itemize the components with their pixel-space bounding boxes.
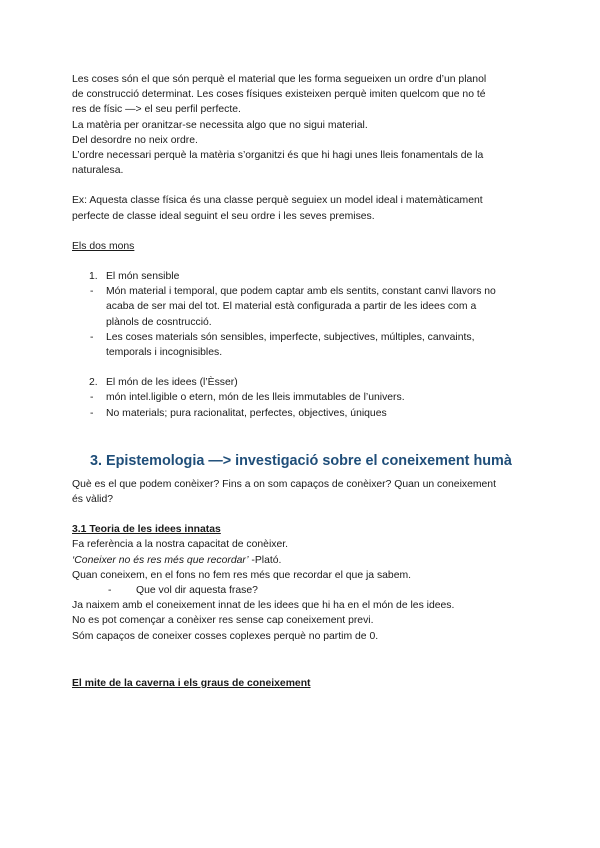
text-line: No es pot començar a conèixer res sense cap coneixement previ. bbox=[72, 615, 374, 627]
list-item bbox=[72, 375, 532, 390]
text-line: Ex: Aquesta classe física és una classe perquè seguiex un model ideal i matemàticament bbox=[72, 195, 483, 207]
bullet-item bbox=[72, 406, 532, 421]
numbered-list bbox=[72, 269, 532, 421]
list-item-title: El món de les idees (l’Èsser) bbox=[106, 377, 238, 389]
text-line: Quan coneixem, en el fons no fem res més que recordar el que ja sabem. bbox=[72, 569, 412, 581]
text-line: temporals i incognisibles. bbox=[106, 347, 223, 359]
text-line: naturalesa. bbox=[72, 165, 124, 177]
section-3-heading bbox=[72, 451, 532, 471]
text-line: La matèria per oranitzar-se necessita algo que no sigui material. bbox=[72, 119, 368, 131]
text-line: és vàlid? bbox=[72, 494, 114, 506]
text-line: res de físic —> el seu perfil perfecte. bbox=[72, 104, 241, 116]
section-title: Epistemologia —> investigació sobre el coneixement humà bbox=[106, 452, 512, 469]
subsection-3-1-heading: 3.1 Teoria de les idees innatas bbox=[72, 524, 221, 536]
text-line: de construcció determinat. Les coses físiques existeixen perquè imiten quelcom que no té bbox=[72, 89, 486, 101]
text-line: Les coses són el que són perquè el material que les forma segueixen un ordre d’un planol bbox=[72, 74, 487, 85]
text-line: acaba de ser mai del tot. El material està configurada a partir de les idees com a bbox=[106, 301, 477, 313]
text-line: L’ordre necessari perquè la matèria s’organitzi és que hi hagi unes lleis fonamentals de la bbox=[72, 150, 484, 162]
text-line: No materials; pura racionalitat, perfectes, objectives, úniques bbox=[106, 407, 387, 419]
bullet-marker: - bbox=[90, 286, 94, 298]
section-number: 3. bbox=[90, 452, 103, 469]
quote-author: -Plató. bbox=[248, 554, 282, 566]
quote-text: ‘Coneixer no és res més que recordar’ bbox=[72, 554, 249, 566]
list-item-title: El món sensible bbox=[106, 271, 180, 283]
bullet-marker: - bbox=[90, 331, 94, 343]
text-line: Ja naixem amb el coneixement innat de les idees que hi ha en el món de les idees. bbox=[72, 600, 455, 612]
list-item bbox=[72, 269, 532, 284]
text-line: Fa referència a la nostra capacitat de conèixer. bbox=[72, 539, 289, 551]
document-content bbox=[72, 72, 532, 691]
bullet-item bbox=[72, 583, 532, 598]
text-line: perfecte de classe ideal seguint el seu ordre i les seves premises. bbox=[72, 210, 375, 222]
bullet-marker: - bbox=[90, 392, 94, 404]
text-line: Que vol dir aquesta frase? bbox=[136, 585, 258, 597]
dos-mons-heading: Els dos mons bbox=[72, 240, 135, 252]
text-line: plànols de cosntrucció. bbox=[106, 316, 212, 328]
example-paragraph bbox=[72, 193, 532, 223]
list-number: 1. bbox=[89, 271, 98, 283]
text-line: Del desordre no neix ordre. bbox=[72, 134, 198, 146]
bullet-marker: - bbox=[90, 407, 94, 419]
final-heading: El mite de la caverna i els graus de coneixement bbox=[72, 677, 311, 689]
text-line: món intel.ligible o etern, món de les lleis immutables de l’univers. bbox=[106, 392, 405, 404]
text-line: Món material i temporal, que podem captar amb els sentits, constant canvi llavors no bbox=[106, 286, 496, 298]
bullet-item bbox=[72, 284, 532, 330]
intro-paragraph bbox=[72, 72, 532, 178]
bullet-marker: - bbox=[108, 585, 112, 597]
text-line: Les coses materials són sensibles, imperfecte, subjectives, múltiples, canvaints, bbox=[106, 331, 475, 343]
quote-line bbox=[72, 553, 532, 568]
list-number: 2. bbox=[89, 377, 98, 389]
bullet-item bbox=[72, 330, 532, 360]
text-line: Què es el que podem conèixer? Fins a on som capaços de conèixer? Quan un coneixement bbox=[72, 478, 496, 490]
section-3-questions bbox=[72, 477, 532, 507]
text-line: Sóm capaços de coneixer cosses coplexes perquè no partim de 0. bbox=[72, 630, 379, 642]
bullet-item bbox=[72, 390, 532, 405]
